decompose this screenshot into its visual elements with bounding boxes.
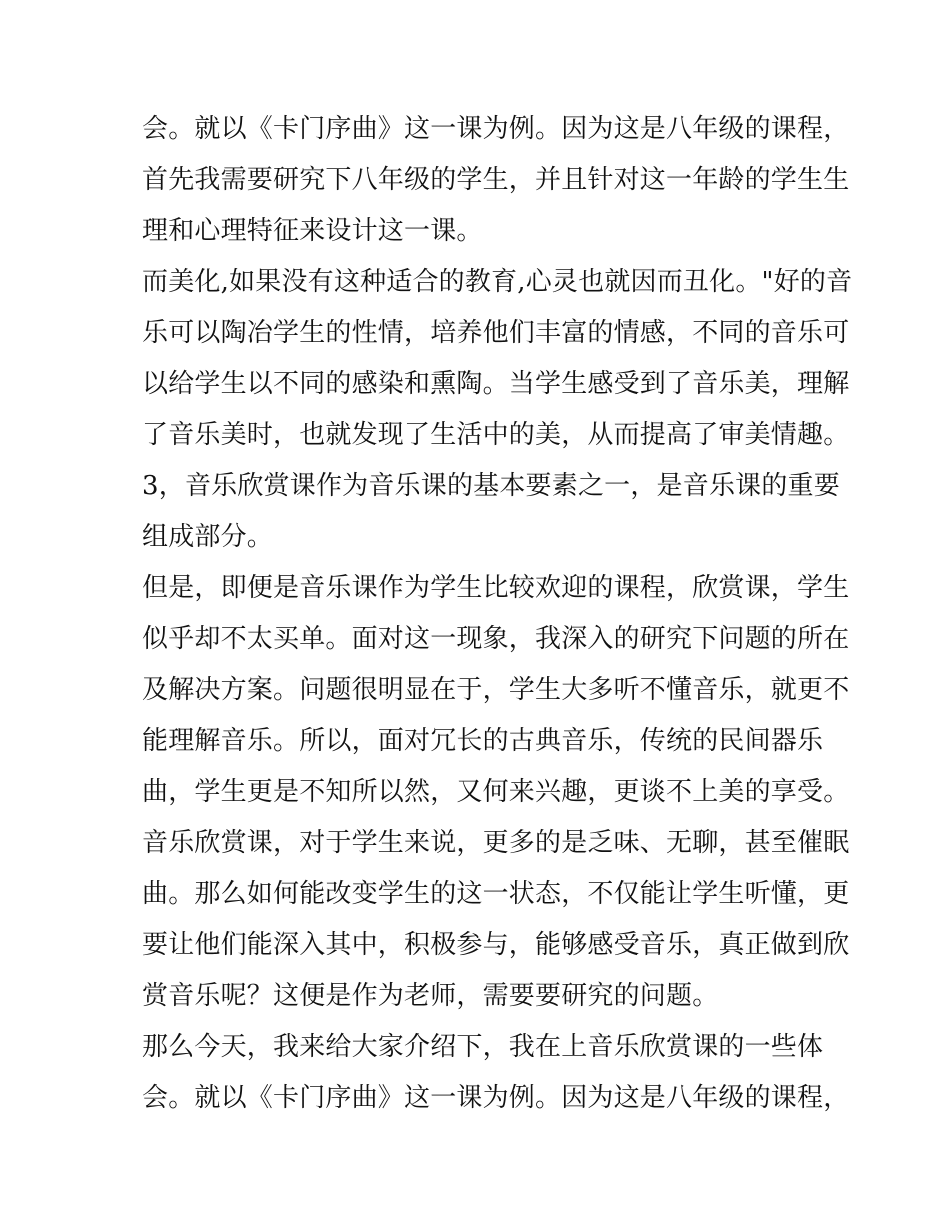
text-line: 而美化,如果没有这种适合的教育,心灵也就因而丑化。"好的音 bbox=[142, 267, 853, 297]
document-body bbox=[142, 104, 853, 1124]
text-line: 那么今天，我来给大家介绍下，我在上音乐欣赏课的一些体 bbox=[142, 1032, 824, 1062]
text-line: 似乎却不太买单。面对这一现象，我深入的研究下问题的所在 bbox=[142, 624, 850, 654]
text-line: 能理解音乐。所以，面对冗长的古典音乐，传统的民间器乐 bbox=[142, 726, 824, 756]
text-line: 3，音乐欣赏课作为音乐课的基本要素之一，是音乐课的重要 bbox=[142, 471, 840, 501]
text-line: 理和心理特征来设计这一课。 bbox=[142, 216, 483, 246]
text-line: 首先我需要研究下八年级的学生，并且针对这一年龄的学生生 bbox=[142, 165, 850, 195]
text-line: 要让他们能深入其中，积极参与，能够感受音乐，真正做到欣 bbox=[142, 930, 850, 960]
text-line: 音乐欣赏课，对于学生来说，更多的是乏味、无聊，甚至催眠 bbox=[142, 828, 850, 858]
text-line: 乐可以陶冶学生的性情，培养他们丰富的情感，不同的音乐可 bbox=[142, 318, 850, 348]
text-line: 赏音乐呢？这便是作为老师，需要要研究的问题。 bbox=[142, 981, 719, 1011]
text-line: 了音乐美时，也就发现了生活中的美，从而提高了审美情趣。 bbox=[142, 420, 850, 450]
text-line: 但是，即便是音乐课作为学生比较欢迎的课程，欣赏课，学生 bbox=[142, 573, 850, 603]
text-line: 曲。那么如何能改变学生的这一状态，不仅能让学生听懂，更 bbox=[142, 879, 850, 909]
text-line: 会。就以《卡门序曲》这一课为例。因为这是八年级的课程， bbox=[142, 1083, 850, 1113]
text-line: 组成部分。 bbox=[142, 522, 274, 552]
text-line: 以给学生以不同的感染和熏陶。当学生感受到了音乐美，理解 bbox=[142, 369, 850, 399]
text-line: 及解决方案。问题很明显在于，学生大多听不懂音乐，就更不 bbox=[142, 675, 850, 705]
text-line: 会。就以《卡门序曲》这一课为例。因为这是八年级的课程， bbox=[142, 114, 850, 144]
text-line: 曲，学生更是不知所以然，又何来兴趣，更谈不上美的享受。 bbox=[142, 777, 850, 807]
